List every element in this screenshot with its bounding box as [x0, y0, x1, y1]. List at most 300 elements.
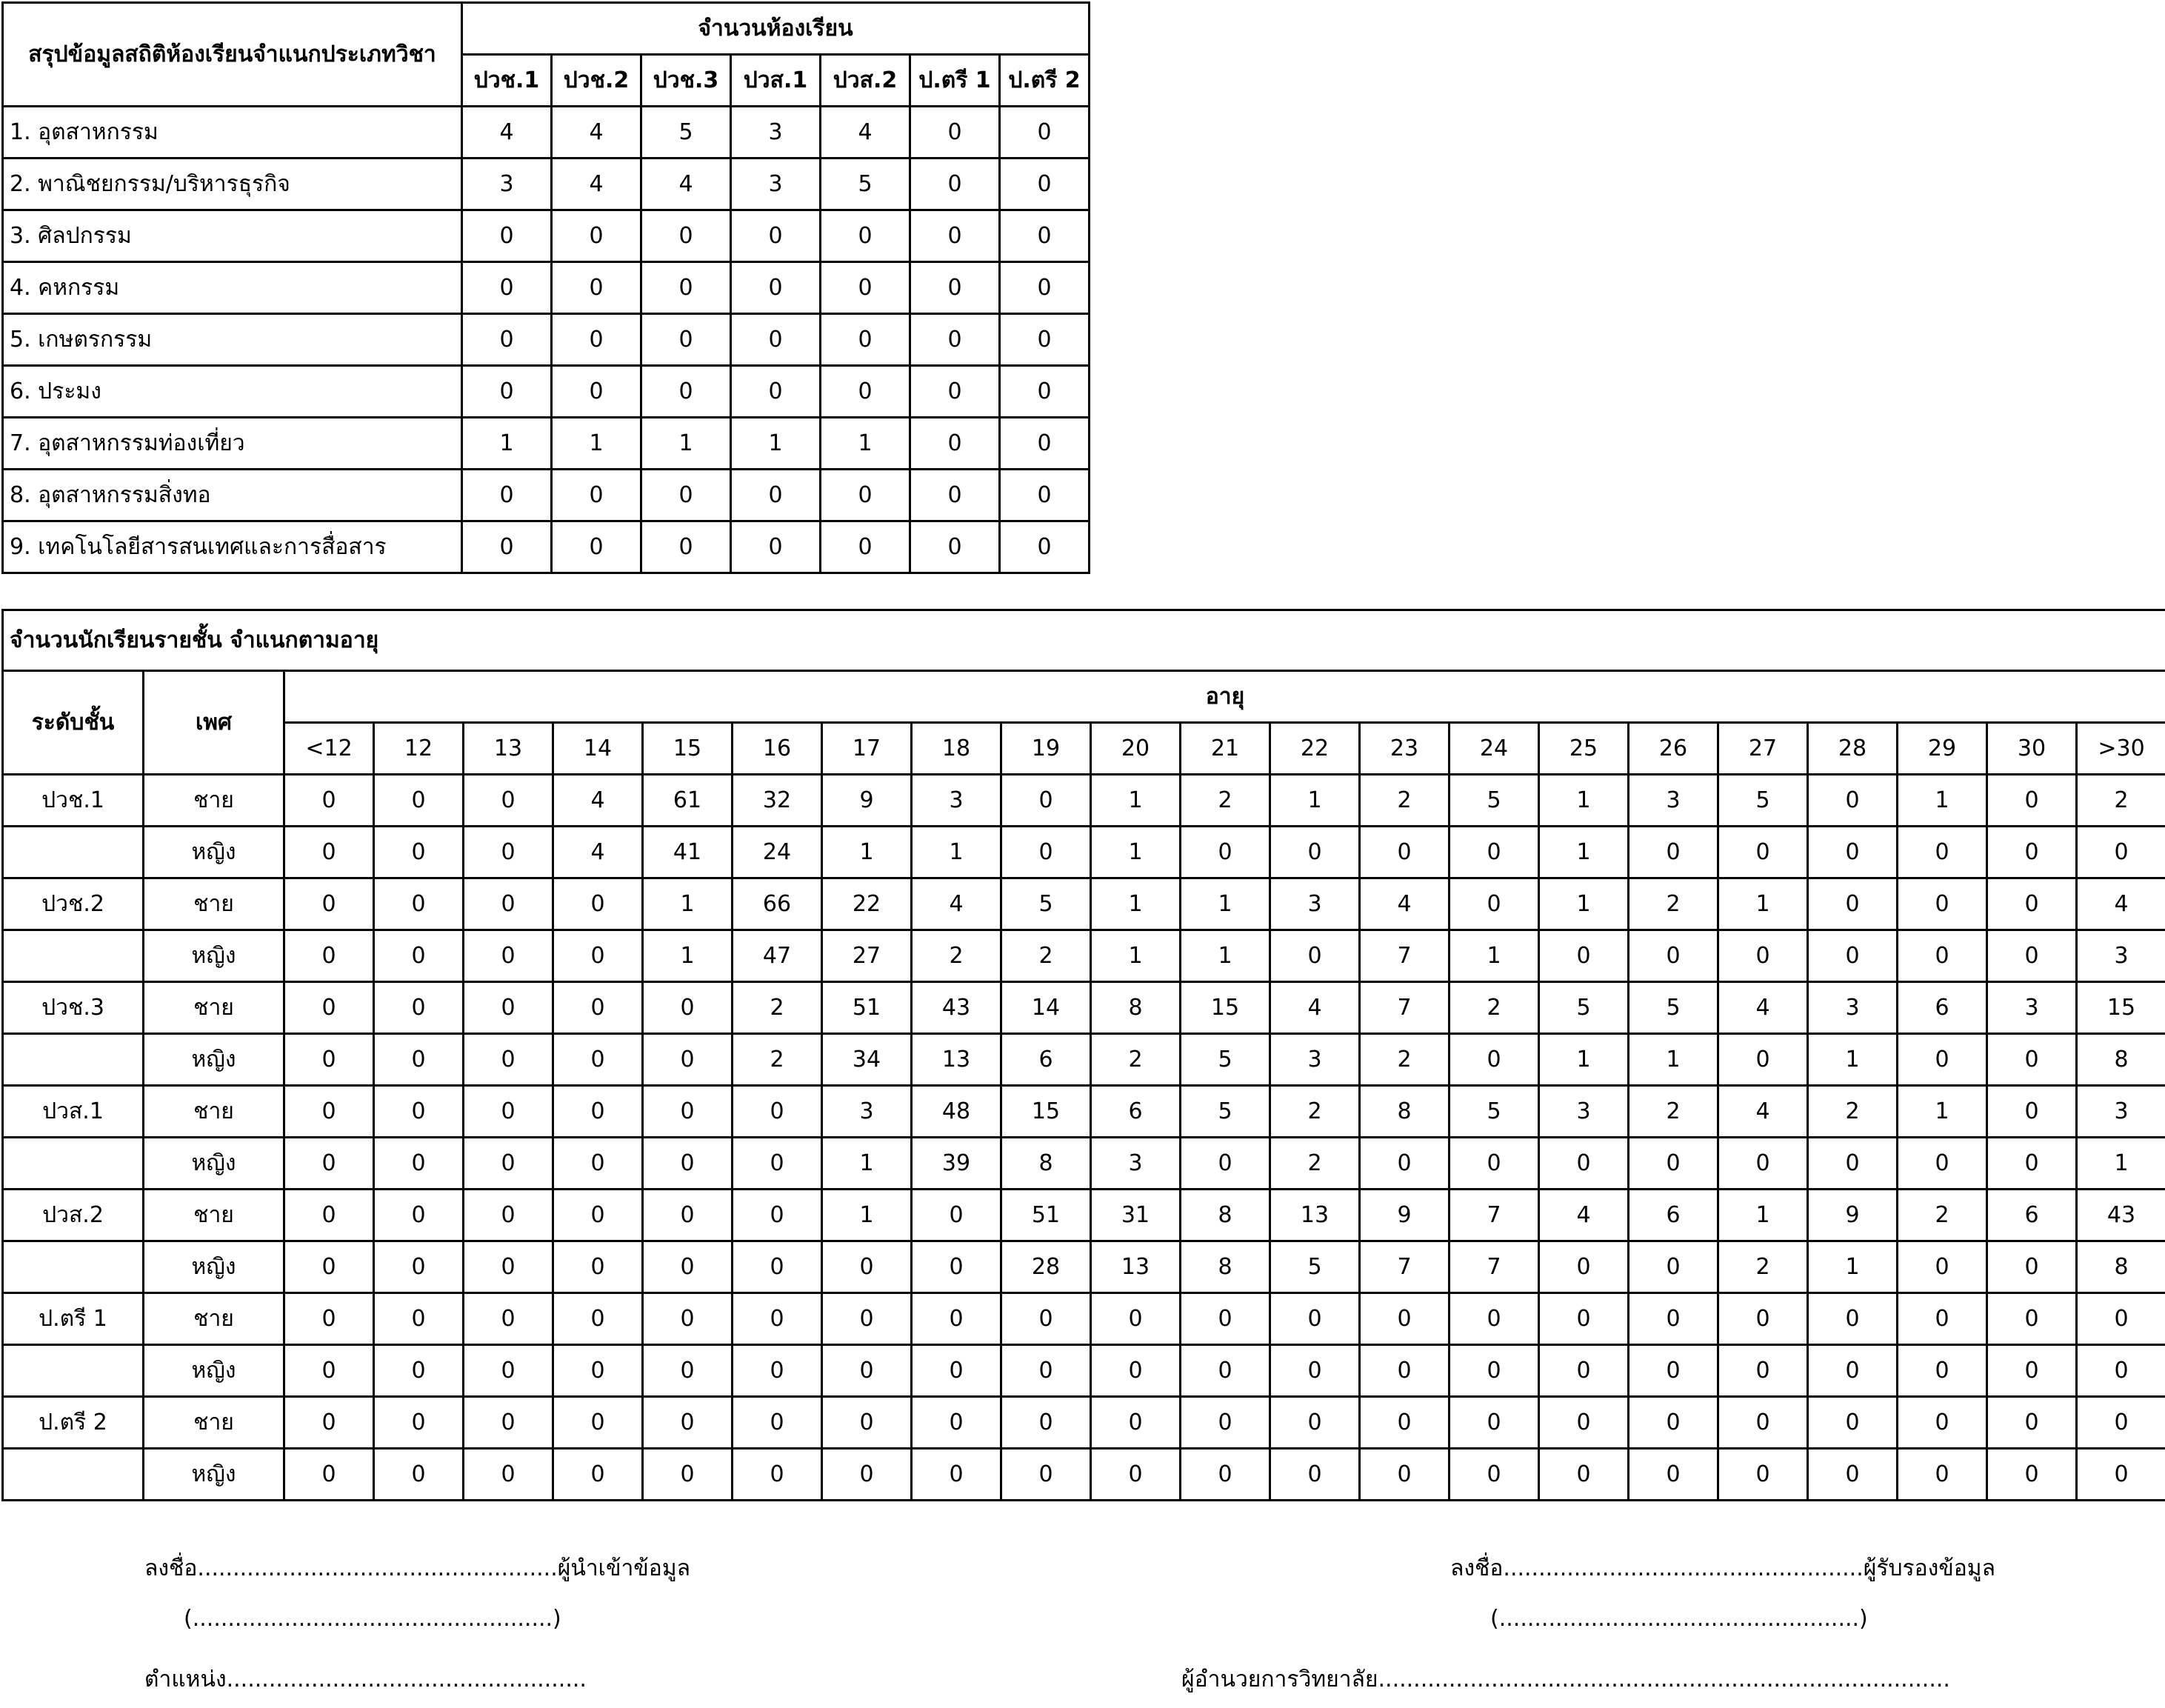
- student-count-cell: 0: [733, 1086, 822, 1138]
- student-count-cell: 41: [643, 827, 733, 878]
- student-count-cell: 15: [1001, 1086, 1091, 1138]
- level-cell: ปวช.1: [3, 775, 144, 827]
- gender-column-header: เพศ: [144, 671, 284, 775]
- student-count-cell: 0: [2077, 1449, 2165, 1501]
- student-count-cell: 13: [1270, 1190, 1360, 1241]
- classroom-table-title: สรุปข้อมูลสถิติห้องเรียนจำแนกประเภทวิชา: [3, 3, 462, 107]
- student-count-cell: 0: [1450, 1345, 1539, 1397]
- student-count-cell: 0: [1539, 1293, 1629, 1345]
- classroom-count-cell: 0: [910, 470, 1000, 521]
- student-count-cell: 0: [1539, 1241, 1629, 1293]
- table-row: [3, 262, 1090, 314]
- student-count-cell: 0: [1091, 1293, 1181, 1345]
- classroom-count-cell: 0: [731, 262, 821, 314]
- director-signature-line: ผู้อำนวยการวิทยาลัย.................................................................................: [1181, 1667, 1950, 1692]
- student-count-cell: 0: [1898, 1241, 1987, 1293]
- student-count-cell: 0: [464, 878, 553, 930]
- student-count-cell: 5: [1181, 1086, 1270, 1138]
- gender-cell: หญิง: [144, 1241, 284, 1293]
- student-count-cell: 0: [1450, 1034, 1539, 1086]
- student-count-cell: 0: [912, 1397, 1001, 1449]
- student-count-cell: 0: [1181, 1345, 1270, 1397]
- level-cell: ปวช.2: [3, 878, 144, 930]
- subject-type-label: 3. ศิลปกรรม: [3, 210, 462, 262]
- student-count-cell: 0: [733, 1138, 822, 1190]
- classroom-count-cell: 3: [731, 159, 821, 210]
- classroom-count-cell: 0: [821, 521, 910, 573]
- student-count-cell: 0: [374, 1190, 464, 1241]
- student-count-cell: 1: [1898, 1086, 1987, 1138]
- student-count-cell: 0: [1270, 1293, 1360, 1345]
- level-cell: [3, 1449, 144, 1501]
- student-count-cell: 4: [2077, 878, 2165, 930]
- student-count-cell: 0: [822, 1241, 912, 1293]
- student-count-cell: 0: [1450, 1293, 1539, 1345]
- student-count-cell: 51: [822, 982, 912, 1034]
- classroom-count-cell: 0: [641, 210, 731, 262]
- student-count-cell: 48: [912, 1086, 1001, 1138]
- student-count-cell: 5: [1181, 1034, 1270, 1086]
- level-cell: [3, 930, 144, 982]
- gender-cell: หญิง: [144, 1034, 284, 1086]
- student-count-cell: 0: [1450, 878, 1539, 930]
- student-count-cell: 0: [284, 775, 374, 827]
- student-count-cell: 0: [1898, 1449, 1987, 1501]
- student-count-cell: 2: [1001, 930, 1091, 982]
- classroom-count-cell: 0: [910, 210, 1000, 262]
- classroom-count-cell: 0: [1000, 262, 1090, 314]
- student-count-cell: 3: [1629, 775, 1718, 827]
- classroom-count-cell: 0: [552, 366, 641, 418]
- student-count-cell: 0: [374, 930, 464, 982]
- classroom-count-cell: 4: [552, 159, 641, 210]
- student-count-cell: 0: [1718, 1397, 1808, 1449]
- age-header-cell: 14: [553, 723, 643, 775]
- level-cell: ป.ตรี 1: [3, 1293, 144, 1345]
- student-count-cell: 0: [1808, 1449, 1898, 1501]
- student-count-cell: 1: [1539, 878, 1629, 930]
- certifier-name-line: (...................................................): [1490, 1606, 1868, 1632]
- student-count-cell: 0: [1898, 1138, 1987, 1190]
- classroom-count-cell: 1: [641, 418, 731, 470]
- student-count-cell: 0: [464, 1138, 553, 1190]
- student-count-cell: 0: [1629, 1397, 1718, 1449]
- student-count-cell: 1: [1808, 1034, 1898, 1086]
- student-count-cell: 0: [284, 1190, 374, 1241]
- table-row: [3, 418, 1090, 470]
- subject-type-label: 4. คหกรรม: [3, 262, 462, 314]
- age-header-cell: <12: [284, 723, 374, 775]
- student-count-cell: 1: [1539, 827, 1629, 878]
- student-count-cell: 0: [553, 1034, 643, 1086]
- age-header-row: [3, 723, 2165, 775]
- student-count-cell: 0: [464, 1449, 553, 1501]
- student-count-cell: 4: [553, 775, 643, 827]
- table-row: [3, 210, 1090, 262]
- student-count-cell: 3: [1270, 1034, 1360, 1086]
- student-count-cell: 4: [1718, 1086, 1808, 1138]
- age-header-cell: 12: [374, 723, 464, 775]
- student-count-cell: 0: [822, 1345, 912, 1397]
- student-count-cell: 4: [1270, 982, 1360, 1034]
- classroom-count-cell: 0: [1000, 521, 1090, 573]
- student-count-cell: 0: [643, 982, 733, 1034]
- table-row: [3, 1397, 2165, 1449]
- age-header-cell: 23: [1360, 723, 1450, 775]
- student-count-cell: 2: [1450, 982, 1539, 1034]
- student-count-cell: 8: [2077, 1241, 2165, 1293]
- student-count-cell: 0: [1270, 827, 1360, 878]
- student-count-cell: 2: [1270, 1138, 1360, 1190]
- classroom-count-cell: 0: [462, 210, 552, 262]
- student-count-cell: 0: [553, 1086, 643, 1138]
- student-count-cell: 7: [1360, 930, 1450, 982]
- student-count-cell: 0: [643, 1138, 733, 1190]
- student-count-cell: 0: [1001, 1293, 1091, 1345]
- student-count-cell: 0: [1539, 1345, 1629, 1397]
- data-entry-signature-line: ลงชื่อ...................................................ผู้นำเข้าข้อมูล: [144, 1555, 690, 1581]
- age-header-cell: 20: [1091, 723, 1181, 775]
- certifier-signature-line: ลงชื่อ...................................................ผู้รับรองข้อมูล: [1450, 1555, 1995, 1581]
- student-count-cell: 1: [1539, 1034, 1629, 1086]
- classroom-count-cell: 0: [641, 521, 731, 573]
- classroom-count-cell: 0: [821, 262, 910, 314]
- student-count-cell: 51: [1001, 1190, 1091, 1241]
- classroom-count-cell: 0: [1000, 210, 1090, 262]
- student-count-cell: 0: [1181, 827, 1270, 878]
- student-count-cell: 0: [912, 1293, 1001, 1345]
- data-entry-position-line: ตำแหน่ง...................................................: [144, 1667, 587, 1692]
- student-count-cell: 32: [733, 775, 822, 827]
- student-count-cell: 0: [1360, 1138, 1450, 1190]
- student-count-cell: 0: [374, 878, 464, 930]
- classroom-count-cell: 0: [462, 366, 552, 418]
- student-count-cell: 0: [2077, 1345, 2165, 1397]
- level-header-cell: ป.ตรี 2: [1000, 55, 1090, 107]
- student-count-cell: 0: [284, 1293, 374, 1345]
- student-count-cell: 1: [1450, 930, 1539, 982]
- classroom-count-cell: 1: [731, 418, 821, 470]
- student-count-cell: 15: [2077, 982, 2165, 1034]
- age-header-cell: 30: [1987, 723, 2077, 775]
- level-cell: [3, 1241, 144, 1293]
- student-count-cell: 1: [822, 827, 912, 878]
- gender-cell: ชาย: [144, 1293, 284, 1345]
- student-count-cell: 0: [1718, 1345, 1808, 1397]
- table-row: [3, 1034, 2165, 1086]
- student-count-cell: 0: [1898, 1345, 1987, 1397]
- student-count-cell: 0: [1987, 1397, 2077, 1449]
- student-count-cell: 0: [1629, 1241, 1718, 1293]
- student-count-cell: 0: [1808, 827, 1898, 878]
- student-count-cell: 0: [1898, 1034, 1987, 1086]
- student-count-cell: 0: [464, 1345, 553, 1397]
- student-count-cell: 0: [374, 1293, 464, 1345]
- classroom-count-cell: 0: [462, 314, 552, 366]
- student-count-cell: 24: [733, 827, 822, 878]
- classroom-count-cell: 0: [552, 521, 641, 573]
- student-count-cell: 0: [1808, 930, 1898, 982]
- student-count-cell: 0: [1629, 1449, 1718, 1501]
- classroom-count-cell: 0: [641, 314, 731, 366]
- student-count-cell: 5: [1629, 982, 1718, 1034]
- student-count-cell: 0: [1181, 1293, 1270, 1345]
- student-count-cell: 0: [1539, 1138, 1629, 1190]
- student-count-cell: 1: [822, 1190, 912, 1241]
- student-count-cell: 0: [1718, 930, 1808, 982]
- student-count-cell: 0: [912, 1241, 1001, 1293]
- student-count-cell: 1: [1718, 878, 1808, 930]
- student-count-cell: 15: [1181, 982, 1270, 1034]
- student-count-cell: 0: [1450, 1397, 1539, 1449]
- student-count-cell: 28: [1001, 1241, 1091, 1293]
- table-row: [3, 107, 1090, 159]
- level-cell: [3, 1034, 144, 1086]
- classroom-count-cell: 5: [641, 107, 731, 159]
- student-count-cell: 0: [1450, 827, 1539, 878]
- student-count-cell: 9: [822, 775, 912, 827]
- classroom-count-cell: 0: [821, 470, 910, 521]
- student-count-cell: 0: [1718, 1138, 1808, 1190]
- table-row: [3, 878, 2165, 930]
- classroom-count-cell: 0: [1000, 366, 1090, 418]
- student-count-cell: 0: [553, 930, 643, 982]
- age-header-cell: 24: [1450, 723, 1539, 775]
- table-row: [3, 1086, 2165, 1138]
- student-count-cell: 0: [1987, 1449, 2077, 1501]
- student-count-cell: 0: [1987, 878, 2077, 930]
- table-row: [3, 930, 2165, 982]
- student-count-cell: 0: [553, 982, 643, 1034]
- classroom-count-cell: 4: [641, 159, 731, 210]
- table-row: [3, 1293, 2165, 1345]
- student-count-cell: 7: [1360, 982, 1450, 1034]
- student-count-cell: 0: [1091, 1345, 1181, 1397]
- age-header-cell: 16: [733, 723, 822, 775]
- student-count-cell: 0: [284, 1397, 374, 1449]
- age-header-cell: 15: [643, 723, 733, 775]
- student-count-cell: 0: [1898, 878, 1987, 930]
- classroom-count-cell: 0: [641, 262, 731, 314]
- age-header-cell: 19: [1001, 723, 1091, 775]
- level-cell: ป.ตรี 2: [3, 1397, 144, 1449]
- data-entry-name-line: (...................................................): [184, 1606, 561, 1632]
- student-count-cell: 0: [1091, 1397, 1181, 1449]
- student-count-cell: 0: [1898, 930, 1987, 982]
- student-count-cell: 5: [1450, 1086, 1539, 1138]
- student-count-cell: 22: [822, 878, 912, 930]
- age-header-cell: >30: [2077, 723, 2165, 775]
- student-count-cell: 0: [1181, 1397, 1270, 1449]
- student-count-cell: 3: [2077, 1086, 2165, 1138]
- student-count-cell: 3: [1270, 878, 1360, 930]
- student-count-cell: 0: [912, 1190, 1001, 1241]
- classroom-count-cell: 3: [462, 159, 552, 210]
- student-count-cell: 0: [2077, 1293, 2165, 1345]
- age-header-cell: 29: [1898, 723, 1987, 775]
- student-count-cell: 9: [1360, 1190, 1450, 1241]
- classroom-count-cell: 4: [552, 107, 641, 159]
- student-count-cell: 0: [1360, 1345, 1450, 1397]
- student-count-cell: 0: [284, 930, 374, 982]
- classroom-count-cell: 5: [821, 159, 910, 210]
- student-count-cell: 0: [1808, 878, 1898, 930]
- student-count-cell: 0: [733, 1397, 822, 1449]
- student-count-cell: 3: [822, 1086, 912, 1138]
- table-row: [3, 1241, 2165, 1293]
- student-count-cell: 2: [2077, 775, 2165, 827]
- student-count-cell: 1: [1181, 878, 1270, 930]
- student-count-cell: 0: [1091, 1449, 1181, 1501]
- age-header-cell: 18: [912, 723, 1001, 775]
- student-count-cell: 66: [733, 878, 822, 930]
- student-count-cell: 6: [1091, 1086, 1181, 1138]
- student-count-cell: 0: [464, 982, 553, 1034]
- student-count-cell: 0: [1539, 1449, 1629, 1501]
- student-count-cell: 0: [374, 1449, 464, 1501]
- level-cell: ปวส.1: [3, 1086, 144, 1138]
- student-count-cell: 0: [553, 1293, 643, 1345]
- student-count-cell: 4: [1360, 878, 1450, 930]
- student-count-cell: 0: [912, 1345, 1001, 1397]
- subject-type-label: 1. อุตสาหกรรม: [3, 107, 462, 159]
- student-count-cell: 5: [1450, 775, 1539, 827]
- student-count-cell: 0: [1718, 827, 1808, 878]
- level-header-cell: ปวส.2: [821, 55, 910, 107]
- gender-cell: ชาย: [144, 982, 284, 1034]
- classroom-count-cell: 0: [552, 210, 641, 262]
- student-count-cell: 0: [1001, 1397, 1091, 1449]
- classroom-count-cell: 0: [910, 314, 1000, 366]
- student-count-cell: 0: [643, 1086, 733, 1138]
- age-group-header: อายุ: [284, 671, 2165, 723]
- student-count-cell: 1: [1898, 775, 1987, 827]
- classroom-count-cell: 0: [462, 262, 552, 314]
- student-count-cell: 0: [1001, 1345, 1091, 1397]
- student-count-cell: 4: [1718, 982, 1808, 1034]
- level-cell: [3, 1138, 144, 1190]
- age-header-cell: 22: [1270, 723, 1360, 775]
- classroom-count-cell: 0: [1000, 107, 1090, 159]
- classroom-count-cell: 0: [552, 314, 641, 366]
- student-count-cell: 0: [643, 1190, 733, 1241]
- student-count-cell: 0: [464, 1034, 553, 1086]
- student-count-cell: 0: [1270, 1345, 1360, 1397]
- student-count-cell: 2: [1360, 1034, 1450, 1086]
- classroom-count-cell: 0: [731, 210, 821, 262]
- student-count-cell: 3: [2077, 930, 2165, 982]
- student-count-cell: 3: [912, 775, 1001, 827]
- student-count-cell: 1: [1091, 878, 1181, 930]
- level-cell: [3, 827, 144, 878]
- age-header-cell: 28: [1808, 723, 1898, 775]
- student-count-cell: 6: [1001, 1034, 1091, 1086]
- age-header-cell: 21: [1181, 723, 1270, 775]
- gender-cell: หญิง: [144, 1449, 284, 1501]
- student-count-cell: 0: [733, 1449, 822, 1501]
- student-count-cell: 7: [1360, 1241, 1450, 1293]
- student-count-cell: 0: [1450, 1138, 1539, 1190]
- student-count-cell: 0: [374, 1241, 464, 1293]
- student-count-cell: 1: [912, 827, 1001, 878]
- student-count-cell: 2: [1898, 1190, 1987, 1241]
- classroom-count-cell: 0: [821, 366, 910, 418]
- student-count-cell: 0: [464, 827, 553, 878]
- student-count-cell: 0: [1539, 930, 1629, 982]
- student-count-cell: 0: [374, 827, 464, 878]
- classroom-count-cell: 0: [462, 521, 552, 573]
- student-count-cell: 2: [1181, 775, 1270, 827]
- table-row: [3, 1345, 2165, 1397]
- student-count-cell: 0: [822, 1397, 912, 1449]
- student-count-cell: 0: [464, 1241, 553, 1293]
- student-count-cell: 0: [1808, 1397, 1898, 1449]
- level-header-cell: ปวช.2: [552, 55, 641, 107]
- student-count-cell: 0: [1001, 827, 1091, 878]
- student-count-cell: 0: [374, 1345, 464, 1397]
- age-header-cell: 13: [464, 723, 553, 775]
- student-count-cell: 0: [553, 1138, 643, 1190]
- student-count-cell: 9: [1808, 1190, 1898, 1241]
- student-count-cell: 0: [643, 1397, 733, 1449]
- student-count-cell: 0: [643, 1345, 733, 1397]
- student-count-cell: 0: [1270, 1449, 1360, 1501]
- classroom-count-cell: 1: [462, 418, 552, 470]
- age-table-body: [3, 775, 2165, 1501]
- student-count-cell: 0: [553, 1449, 643, 1501]
- student-count-cell: 0: [1270, 1397, 1360, 1449]
- student-count-cell: 0: [284, 878, 374, 930]
- student-count-cell: 2: [912, 930, 1001, 982]
- student-count-cell: 61: [643, 775, 733, 827]
- student-count-cell: 0: [733, 1241, 822, 1293]
- gender-cell: หญิง: [144, 930, 284, 982]
- student-count-cell: 6: [1629, 1190, 1718, 1241]
- subject-type-label: 9. เทคโนโลยีสารสนเทศและการสื่อสาร: [3, 521, 462, 573]
- student-count-cell: 0: [1718, 1034, 1808, 1086]
- student-count-cell: 0: [1629, 1293, 1718, 1345]
- student-count-cell: 3: [1808, 982, 1898, 1034]
- classroom-count-cell: 0: [821, 210, 910, 262]
- student-count-cell: 0: [1808, 1345, 1898, 1397]
- student-count-cell: 0: [284, 1241, 374, 1293]
- student-count-cell: 39: [912, 1138, 1001, 1190]
- level-header-cell: ปวส.1: [731, 55, 821, 107]
- student-count-cell: 1: [1270, 775, 1360, 827]
- student-count-cell: 0: [1270, 930, 1360, 982]
- student-count-cell: 0: [1987, 775, 2077, 827]
- student-count-cell: 0: [374, 1086, 464, 1138]
- level-header-cell: ปวช.1: [462, 55, 552, 107]
- student-count-cell: 3: [1987, 982, 2077, 1034]
- student-count-cell: 0: [1629, 827, 1718, 878]
- level-column-header: ระดับชั้น: [3, 671, 144, 775]
- student-count-cell: 0: [464, 930, 553, 982]
- student-count-cell: 27: [822, 930, 912, 982]
- classroom-count-cell: 0: [910, 418, 1000, 470]
- student-count-cell: 0: [733, 1190, 822, 1241]
- student-count-cell: 0: [1987, 827, 2077, 878]
- student-count-cell: 0: [553, 1345, 643, 1397]
- subject-type-label: 8. อุตสาหกรรมสิ่งทอ: [3, 470, 462, 521]
- student-count-cell: 0: [822, 1449, 912, 1501]
- classroom-count-cell: 1: [552, 418, 641, 470]
- student-count-cell: 0: [374, 1397, 464, 1449]
- student-count-cell: 5: [1001, 878, 1091, 930]
- student-count-cell: 6: [1898, 982, 1987, 1034]
- table-row: [3, 1449, 2165, 1501]
- student-count-cell: 0: [1898, 1397, 1987, 1449]
